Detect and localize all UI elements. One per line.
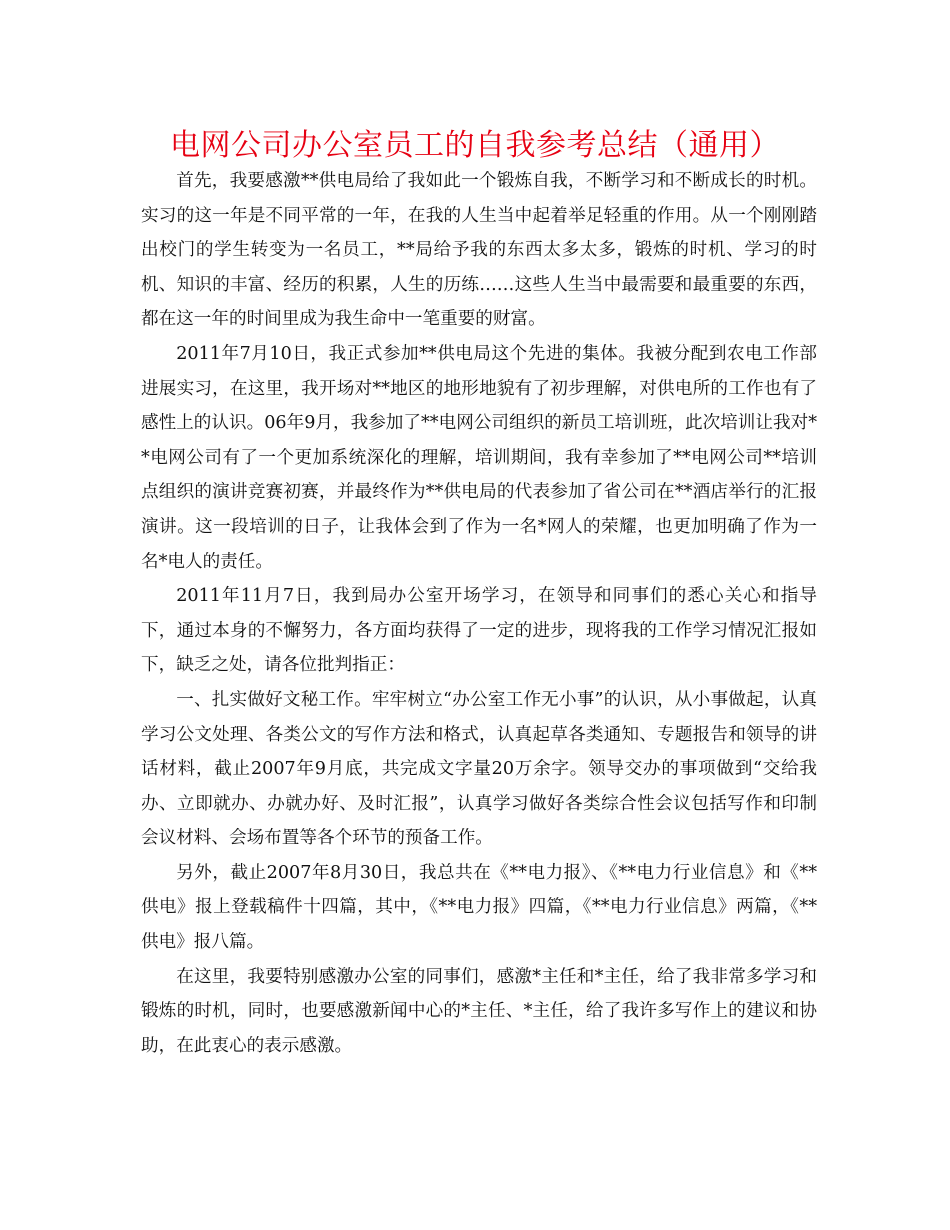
paragraph-4: 一、扎实做好文秘工作。牢牢树立“办公室工作无小事”的认识，从小事做起，认真学习公文处理、各类公文的写作方法和格式，认真起草各类通知、专题报告和领导的讲话材料，截止2007年9月底，共完成文字量20万余字。领导交办的事项做到“交给我办、立即就办、办就办好、及时汇报”，认真学习做好各类综合性会议包括写作和印制会议材料、会场布置等各个环节的预备工作。 bbox=[141, 689, 817, 849]
paragraph-3: 2011年11月7日，我到局办公室开场学习，在领导和同事们的悉心关心和指导下，通过本身的不懈努力，各方面均获得了一定的进步，现将我的工作学习情况汇报如下，缺乏之处，请各位批判指正： bbox=[141, 586, 817, 676]
paragraph-6: 在这里，我要特别感激办公室的同事们，感激*主任和*主任，给了我非常多学习和锻炼的时机，同时，也要感激新闻中心的*主任、*主任，给了我许多写作上的建议和协助，在此衷心的表示感激。 bbox=[141, 966, 817, 1056]
document-body bbox=[141, 164, 817, 1063]
paragraph-2: 2011年7月10日，我正式参加**供电局这个先进的集体。我被分配到农电工作部进展实习，在这里，我开场对**地区的地形地貌有了初步理解，对供电所的工作也有了感性上的认识。06年9月，我参加了**电网公司组织的新员工培训班，此次培训让我对**电网公司有了一个更加系统深化的理解，培训期间，我有幸参加了**电网公司**培训点组织的演讲竞赛初赛，并最终作为**供电局的代表参加了省公司在**酒店举行的汇报演讲。这一段培训的日子，让我体会到了作为一名*网人的荣耀，也更加明确了作为一名*电人的责任。 bbox=[141, 343, 817, 572]
paragraph-1: 首先，我要感激**供电局给了我如此一个锻炼自我，不断学习和不断成长的时机。实习的这一年是不同平常的一年，在我的人生当中起着举足轻重的作用。从一个刚刚踏出校门的学生转变为一名员工，**局给予我的东西太多太多，锻炼的时机、学习的时机、知识的丰富、经历的积累，人生的历练……这些人生当中最需要和最重要的东西，都在这一年的时间里成为我生命中一笔重要的财富。 bbox=[141, 171, 817, 330]
document-title: 电网公司办公室员工的自我参考总结（通用） bbox=[170, 128, 780, 163]
paragraph-5: 另外，截止2007年8月30日，我总共在《**电力报》、《**电力行业信息》和《**供电》报上登载稿件十四篇，其中，《**电力报》四篇，《**电力行业信息》两篇，《**供电》报八篇。 bbox=[141, 862, 817, 953]
